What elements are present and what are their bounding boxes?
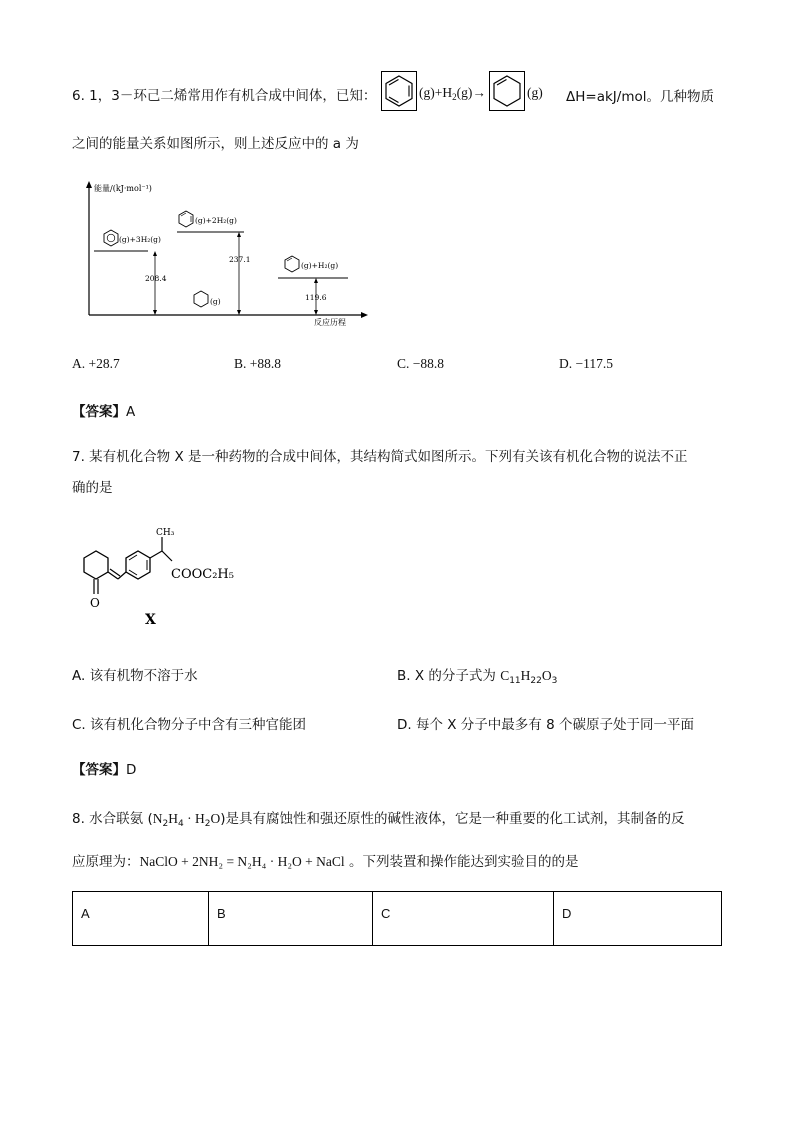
cyclohexene-structure-icon bbox=[489, 71, 525, 115]
benzene-structure-icon bbox=[381, 71, 417, 115]
q6-answer: 【答案】A bbox=[72, 404, 136, 420]
q7-option-a[interactable]: A. 该有机物不溶于水 bbox=[72, 668, 198, 684]
q6-stem-line2: 之间的能量关系如图所示，则上述反应中的 a 为 bbox=[72, 136, 359, 152]
ester-group: COOC₂H₅ bbox=[171, 567, 234, 582]
methyl-group: CH₃ bbox=[156, 528, 175, 538]
q7-stem-line2: 确的是 bbox=[72, 480, 113, 496]
q8-apparatus-table bbox=[72, 891, 722, 946]
energy-diagram bbox=[78, 178, 368, 334]
value-119-6: 119.6 bbox=[305, 293, 327, 302]
q6-equation-part1: $(g)+H_2(g)\to$ bbox=[419, 85, 486, 102]
q6-option-d[interactable]: D. −117.5 bbox=[559, 356, 613, 371]
q7-answer: 【答案】D bbox=[72, 762, 137, 778]
q7-option-b[interactable]: B. X 的分子式为 $C_{11}H_{22}O_3$ bbox=[397, 668, 558, 686]
q6-option-b[interactable]: B. +88.8 bbox=[234, 356, 281, 371]
q6-stem-prefix: 6. 1，3－环己二烯常用作有机合成中间体，已知： bbox=[72, 88, 377, 104]
q6-delta-h: ΔH=akJ/mol。几种物质 bbox=[566, 89, 714, 105]
x-axis-label: 反应历程 bbox=[314, 318, 346, 327]
level-cyclohexadiene-label: (g)+2H₂(g) bbox=[195, 216, 237, 225]
q6-option-c[interactable]: C. −88.8 bbox=[397, 356, 444, 371]
q7-stem-line1: 7. 某有机化合物 X 是一种药物的合成中间体，其结构简式如图所示。下列有关该有机化合物的说法不正 bbox=[72, 449, 688, 465]
y-axis-label: 能量/(kJ·mol⁻¹) bbox=[94, 184, 152, 193]
q8-stem-line2: 应原理为：NaClO + 2NH₂ = N₂H₄ · H₂O + NaCl 。下列装置和操作能达到实验目的的是 bbox=[72, 854, 579, 870]
q8-stem-line1: 8. 水合联氨 $(N_2H_4 \cdot H_2O)$是具有腐蚀性和强还原性的碱性液体，它是一种重要的化工试剂，其制备的反 bbox=[72, 811, 685, 829]
q8-reaction-equation: NaClO + 2NH₂ = N₂H₄ · H₂O + NaCl bbox=[139, 854, 345, 869]
value-208-4: 208.4 bbox=[145, 274, 167, 283]
level-cyclohexene-label: (g)+H₂(g) bbox=[301, 261, 339, 270]
value-237-1: 237.1 bbox=[229, 255, 251, 264]
q6-equation-part2: (g) bbox=[527, 85, 543, 100]
compound-label-x: X bbox=[145, 612, 156, 628]
q7-option-c[interactable]: C. 该有机化合物分子中含有三种官能团 bbox=[72, 717, 307, 733]
q8-cell-a[interactable]: A bbox=[73, 892, 209, 946]
level-cyclohexane-label: (g) bbox=[210, 297, 221, 306]
q7-option-d[interactable]: D. 每个 X 分子中最多有 8 个碳原子处于同一平面 bbox=[397, 717, 694, 733]
q8-cell-c[interactable]: C bbox=[373, 892, 554, 946]
q8-cell-b[interactable]: B bbox=[209, 892, 373, 946]
q6-option-a[interactable]: A. +28.7 bbox=[72, 356, 120, 371]
compound-x-structure bbox=[70, 528, 250, 632]
level-benzene-label: (g)+3H₂(g) bbox=[119, 235, 161, 244]
q8-cell-d[interactable]: D bbox=[554, 892, 722, 946]
carbonyl-oxygen: O bbox=[90, 596, 100, 610]
